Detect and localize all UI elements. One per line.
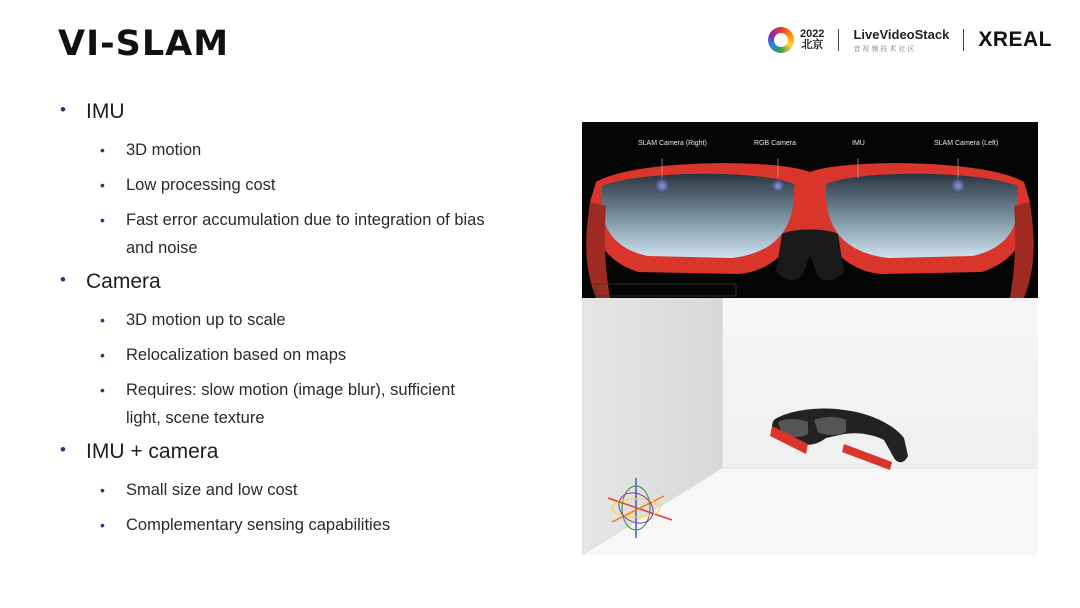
bullet-item: • 3D motion <box>60 136 486 164</box>
label-rgb-camera: RGB Camera <box>754 140 797 147</box>
glasses-front-photo <box>582 122 1038 298</box>
label-slam-camera-left: SLAM Camera (Left) <box>934 140 999 147</box>
bullet-item: • Fast error accumulation due to integration of bias and noise <box>60 206 486 262</box>
label-imu: IMU <box>852 140 865 147</box>
logo-divider <box>838 29 839 51</box>
room-scene-illustration <box>582 298 1038 555</box>
xreal-logo: XREAL <box>978 28 1052 51</box>
header-logos <box>768 22 1052 58</box>
bullet-list <box>60 100 486 539</box>
conference-logo-text: 2022 北京 <box>799 28 825 51</box>
slide-title: VI-SLAM <box>58 24 230 64</box>
bullet-item: • Complementary sensing capabilities <box>60 511 486 539</box>
bullet-imu-camera: • IMU + camera <box>60 440 486 464</box>
logo-divider <box>963 29 964 51</box>
bullet-camera: • Camera <box>60 270 486 294</box>
bullet-imu: • IMU <box>60 100 486 124</box>
bullet-item: • Requires: slow motion (image blur), sufficient light, scene texture <box>60 376 486 432</box>
conference-ring-logo-icon <box>768 27 794 53</box>
bullet-item: • Small size and low cost <box>60 476 486 504</box>
livevideostack-logo: LiveVideoStack 音视频技术社区 <box>853 26 950 53</box>
bullet-item: • 3D motion up to scale <box>60 306 486 334</box>
bullet-item: • Relocalization based on maps <box>60 341 486 369</box>
bullet-item: • Low processing cost <box>60 171 486 199</box>
glasses-3d-scene-photo <box>582 298 1038 555</box>
label-slam-camera-right: SLAM Camera (Right) <box>638 140 707 147</box>
glasses-front-illustration <box>582 122 1038 298</box>
